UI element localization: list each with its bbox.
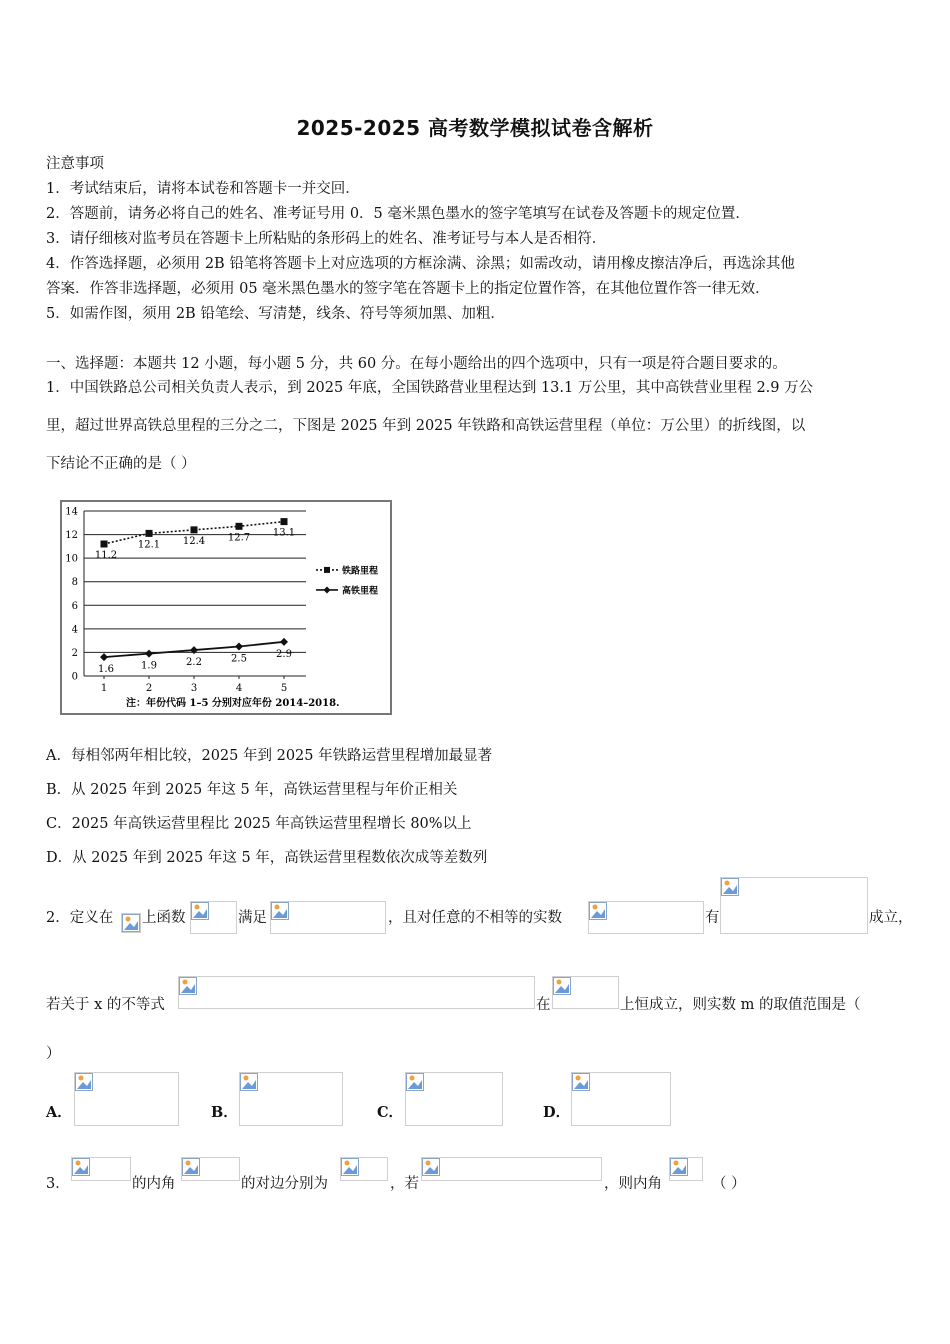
question-3-text: 的对边分别为 [241, 1176, 328, 1192]
question-2-text: 成立， [869, 910, 913, 926]
y-tick-label: 2 [71, 647, 78, 659]
y-tick-label: 6 [71, 600, 78, 612]
notice-item: 答案．作答非选择题，必须用 05 毫米黑色墨水的签字笔在答题卡上的指定位置作答，在其他位置作答一律无效． [46, 281, 770, 297]
question-2-text: 有 [705, 910, 720, 926]
y-tick-label: 10 [65, 553, 78, 565]
q2-option-c-label[interactable]: C． [377, 1104, 404, 1121]
data-point-railway [101, 541, 108, 548]
question-2-text: ，且对任意的不相等的实数 [388, 910, 562, 926]
x-tick-label: 1 [100, 683, 108, 694]
formula-image [405, 1072, 503, 1126]
y-tick-label: 8 [71, 577, 78, 589]
data-point-railway [146, 530, 153, 537]
x-tick-label: 3 [190, 683, 198, 694]
option-a[interactable]: A．每相邻两年相比较，2025 年到 2025 年铁路运营里程增加最显著 [46, 748, 493, 764]
formula-image [178, 976, 535, 1009]
question-3-text: ，则内角 [604, 1176, 662, 1192]
y-tick-label: 4 [71, 624, 78, 636]
formula-image [669, 1157, 703, 1181]
data-label-hsr: 1.6 [98, 664, 114, 676]
data-point-hsr [100, 653, 108, 661]
legend-label-hsr: 高铁里程 [342, 586, 379, 597]
notice-item: 5．如需作图，须用 2B 铅笔绘、写清楚，线条、符号等须加黑、加粗． [46, 306, 505, 322]
y-tick-label: 12 [65, 530, 78, 542]
x-tick-label: 4 [235, 683, 243, 694]
formula-image [74, 1072, 179, 1126]
notice-heading: 注意事项 [46, 156, 104, 172]
notice-item: 2．答题前，请务必将自己的姓名、准考证号用 0．5 毫米黑色墨水的签字笔填写在试卷及答题卡的规定位置． [46, 206, 750, 222]
question-2-text: 若关于 x 的不等式 [46, 997, 165, 1013]
data-point-railway [281, 518, 288, 525]
data-label-hsr: 2.5 [231, 653, 247, 665]
q2-option-b-label[interactable]: B． [211, 1104, 238, 1121]
question-3-text: 的内角 [132, 1176, 176, 1192]
data-point-railway [236, 523, 243, 530]
section-heading: 一、选择题：本题共 12 小题，每小题 5 分，共 60 分。在每小题给出的四个选项中，只有一项是符合题目要求的。 [46, 356, 787, 372]
chart-note: 注：年份代码 1–5 分别对应年份 2014–2018. [126, 698, 340, 709]
formula-image [340, 1157, 388, 1181]
question-2-text: 在 [536, 997, 551, 1013]
formula-image [720, 877, 868, 934]
q2-option-a-label[interactable]: A． [46, 1104, 72, 1121]
formula-image [552, 976, 619, 1009]
data-point-hsr [280, 638, 288, 646]
legend-marker-hsr [324, 586, 331, 593]
question-3-text: 3． [46, 1176, 70, 1192]
question-1-text: 下结论不正确的是（ ） [46, 456, 196, 472]
formula-image [239, 1072, 343, 1126]
formula-image [181, 1157, 240, 1181]
question-2-text: 上函数 [142, 910, 186, 926]
data-label-hsr: 2.2 [186, 657, 202, 669]
legend-marker-railway [324, 567, 330, 573]
notice-item: 4．作答选择题，必须用 2B 铅笔将答题卡上对应选项的方框涂满、涂黑；如需改动，请用橡皮擦洁净后，再选涂其他 [46, 256, 795, 272]
y-tick-label: 0 [71, 671, 78, 683]
data-point-hsr [235, 643, 243, 651]
q2-option-d-label[interactable]: D． [543, 1104, 571, 1121]
question-2-text: 2．定义在 [46, 910, 114, 926]
question-1-text: 1．中国铁路总公司相关负责人表示，到 2025 年底，全国铁路营业里程达到 13.1 万公里，其中高铁营业里程 2.9 万公 [46, 380, 814, 396]
option-d[interactable]: D．从 2025 年到 2025 年这 5 年，高铁运营里程数依次成等差数列 [46, 850, 488, 866]
page-title: 2025-2025 高考数学模拟试卷含解析 [296, 116, 654, 140]
x-tick-label: 5 [280, 683, 288, 694]
data-label-railway: 12.1 [137, 539, 161, 551]
line-chart [60, 500, 392, 715]
question-1-text: 里，超过世界高铁总里程的三分之二，下图是 2025 年到 2025 年铁路和高铁运营里程（单位：万公里）的折线图，以 [46, 418, 806, 434]
formula-image [571, 1072, 671, 1126]
question-3-text: ，若 [390, 1176, 419, 1192]
formula-image [190, 901, 237, 934]
formula-image [121, 913, 141, 933]
notice-item: 1．考试结束后，请将本试卷和答题卡一并交回． [46, 181, 360, 197]
question-2-text: 满足 [238, 910, 267, 926]
option-b[interactable]: B．从 2025 年到 2025 年这 5 年，高铁运营里程与年价正相关 [46, 782, 458, 798]
formula-image [71, 1157, 131, 1181]
option-c[interactable]: C．2025 年高铁运营里程比 2025 年高铁运营里程增长 80%以上 [46, 816, 472, 832]
data-label-railway: 12.4 [182, 535, 206, 547]
data-label-hsr: 1.9 [141, 660, 157, 672]
notice-item: 3．请仔细核对监考员在答题卡上所粘贴的条形码上的姓名、准考证号与本人是否相符． [46, 231, 607, 247]
formula-image [270, 901, 386, 934]
formula-image [421, 1157, 602, 1181]
data-point-hsr [145, 650, 153, 658]
question-2-text: 上恒成立，则实数 m 的取值范围是（ [620, 997, 861, 1013]
data-label-railway: 13.1 [272, 527, 296, 539]
question-3-text: （ ） [712, 1176, 746, 1192]
x-tick-label: 2 [145, 683, 153, 694]
y-tick-label: 14 [65, 506, 78, 518]
data-label-railway: 11.2 [94, 550, 118, 561]
data-label-hsr: 2.9 [276, 648, 292, 660]
data-point-railway [191, 526, 198, 533]
legend-label-railway: 铁路里程 [342, 566, 379, 577]
question-2-text: ） [46, 1046, 61, 1062]
data-label-railway: 12.7 [227, 532, 251, 544]
formula-image [588, 901, 704, 934]
